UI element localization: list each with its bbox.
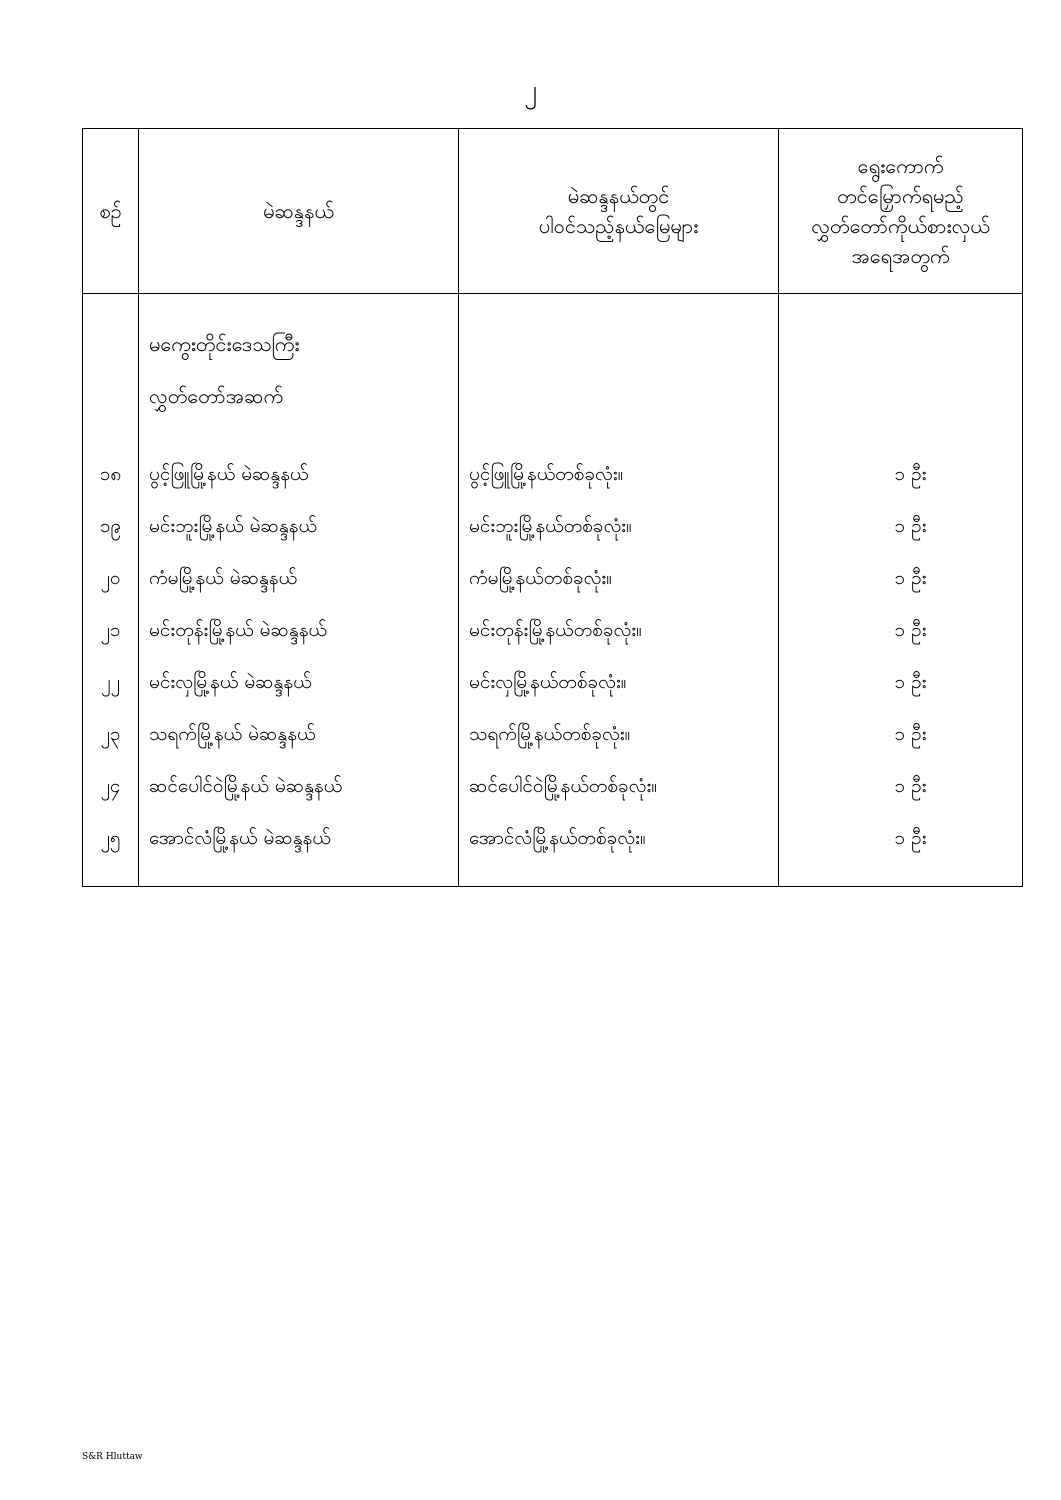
group-title-line: လွှတ်တော်အဆက်	[139, 372, 459, 424]
spacer-row	[83, 294, 1023, 321]
header-representatives-line: လွှတ်တော်ကိုယ်စားလှယ်	[811, 214, 990, 238]
spacer-row	[83, 866, 1023, 887]
row-count: ၁ ဦး	[779, 710, 1023, 762]
row-constituency: မင်းတုန်းမြို့နယ် မဲဆန္ဒနယ်	[139, 606, 459, 658]
table-row	[83, 814, 1023, 866]
row-count: ၁ ဦး	[779, 554, 1023, 606]
table-row	[83, 554, 1023, 606]
row-constituency: ပွင့်ဖြူမြို့နယ် မဲဆန္ဒနယ်	[139, 450, 459, 502]
row-number: ၂၁	[83, 606, 139, 658]
table-row	[83, 450, 1023, 502]
table-row	[83, 606, 1023, 658]
row-township: မင်းလှမြို့နယ်တစ်ခုလုံး။	[459, 658, 779, 710]
spacer-row	[83, 424, 1023, 450]
row-count: ၁ ဦး	[779, 762, 1023, 814]
row-number: ၂၄	[83, 762, 139, 814]
footer-label: S&R Hluttaw	[82, 1452, 143, 1462]
header-townships	[459, 129, 779, 294]
header-constituency: မဲဆန္ဒနယ်	[139, 129, 459, 294]
row-number: ၂၀	[83, 554, 139, 606]
row-constituency: သရက်မြို့နယ် မဲဆန္ဒနယ်	[139, 710, 459, 762]
row-constituency: မင်းလှမြို့နယ် မဲဆန္ဒနယ်	[139, 658, 459, 710]
row-township: သရက်မြို့နယ်တစ်ခုလုံး။	[459, 710, 779, 762]
row-count: ၁ ဦး	[779, 814, 1023, 866]
header-townships-line: မဲဆန္ဒနယ်တွင်	[567, 184, 670, 208]
row-number: ၂၃	[83, 710, 139, 762]
row-constituency: ကံမမြို့နယ် မဲဆန္ဒနယ်	[139, 554, 459, 606]
header-representatives	[779, 129, 1023, 294]
row-number: ၂၅	[83, 814, 139, 866]
table-row	[83, 710, 1023, 762]
row-constituency: ဆင်ပေါင်ဝဲမြို့နယ် မဲဆန္ဒနယ်	[139, 762, 459, 814]
header-representatives-line: ရွေးကောက်	[857, 154, 944, 178]
header-representatives-line: တင်မြှောက်ရမည့်	[837, 184, 964, 208]
row-constituency: အောင်လံမြို့နယ် မဲဆန္ဒနယ်	[139, 814, 459, 866]
row-township: မင်းတုန်းမြို့နယ်တစ်ခုလုံး။	[459, 606, 779, 658]
row-number: ၂၂	[83, 658, 139, 710]
row-township: ကံမမြို့နယ်တစ်ခုလုံး။	[459, 554, 779, 606]
header-townships-line: ပါဝင်သည့်နယ်မြေများ	[538, 214, 699, 238]
group-row	[83, 372, 1023, 424]
group-title-line: မကွေးတိုင်းဒေသကြီး	[139, 320, 459, 372]
table-header-row	[83, 129, 1023, 294]
row-township: မင်းဘူးမြို့နယ်တစ်ခုလုံး။	[459, 502, 779, 554]
page-number: ၂	[524, 75, 537, 105]
row-township: အောင်လံမြို့နယ်တစ်ခုလုံး။	[459, 814, 779, 866]
row-township: ဆင်ပေါင်ဝဲမြို့နယ်တစ်ခုလုံး။	[459, 762, 779, 814]
row-number: ၁၈	[83, 450, 139, 502]
constituency-table	[82, 128, 1023, 887]
row-number: ၁၉	[83, 502, 139, 554]
table-row	[83, 658, 1023, 710]
table-row	[83, 762, 1023, 814]
row-count: ၁ ဦး	[779, 450, 1023, 502]
group-row	[83, 320, 1023, 372]
row-count: ၁ ဦး	[779, 502, 1023, 554]
row-constituency: မင်းဘူးမြို့နယ် မဲဆန္ဒနယ်	[139, 502, 459, 554]
header-representatives-line: အရေအတွက်	[851, 244, 950, 268]
header-no: စဉ်	[83, 129, 139, 294]
table-row	[83, 502, 1023, 554]
row-count: ၁ ဦး	[779, 606, 1023, 658]
row-count: ၁ ဦး	[779, 658, 1023, 710]
row-township: ပွင့်ဖြူမြို့နယ်တစ်ခုလုံး။	[459, 450, 779, 502]
